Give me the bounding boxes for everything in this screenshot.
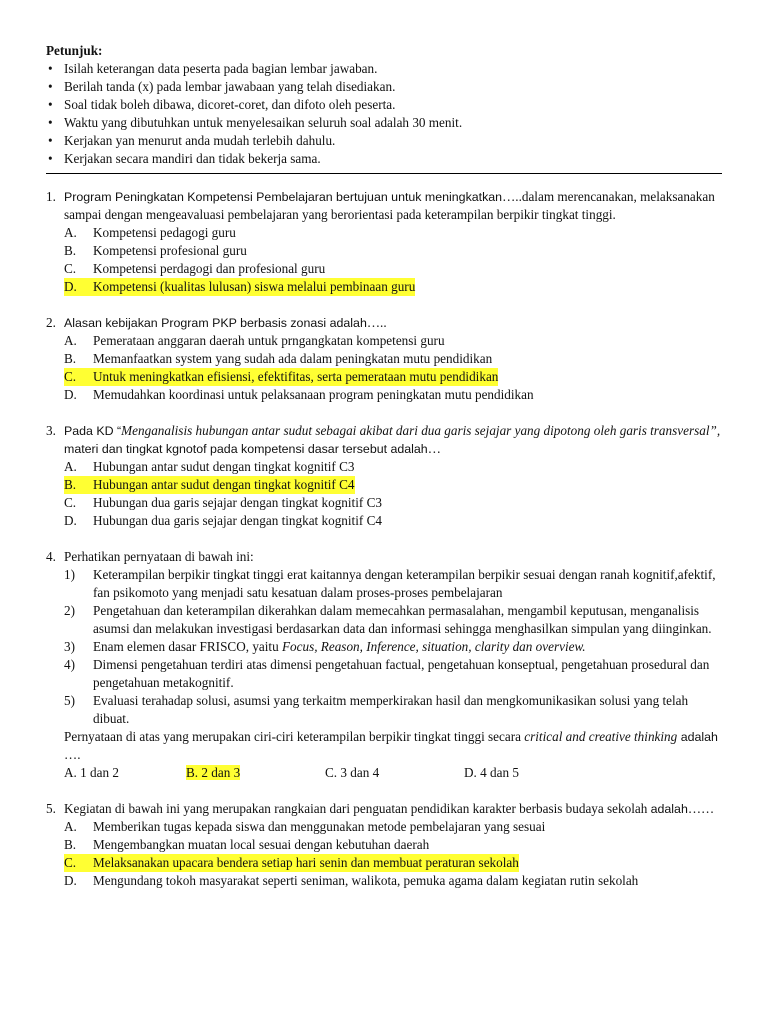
divider-line: [46, 173, 722, 174]
question-5: [46, 800, 722, 890]
question-stem: Perhatikan pernyataan di bawah ini:: [64, 549, 254, 564]
option-a: A. Kompetensi pedagogi guru: [64, 225, 236, 240]
statement-item: 5) Evaluasi terahadap solusi, asumsi yang terkaitm memperkirakan hasil dan mengkomunikasikan solusi yang telah dibuat.: [64, 693, 689, 726]
statement-item: 4) Dimensi pengetahuan terdiri atas dimensi pengetahuan factual, pengetahuan konseptual, pengetahuan prosedural dan pengetahuan metakognitif.: [64, 657, 710, 690]
option-a: A. Memberikan tugas kepada siswa dan menggunakan metode pembelajaran yang sesuai: [64, 819, 546, 834]
instructions-title: Petunjuk:: [46, 43, 103, 58]
statement-item: 3) Enam elemen dasar FRISCO, yaitu Focus, Reason, Inference, situation, clarity dan overview.: [64, 639, 586, 654]
option-d-highlighted-answer: D. Kompetensi (kualitas lulusan) siswa melalui pembinaan guru: [64, 279, 416, 294]
question-4-closing: Pernyataan di atas yang merupakan ciri-ciri keterampilan berpikir tingkat tinggi secara critical and creative thinking adalah ….: [64, 729, 718, 762]
question-stem: Pada KD “Menganalisis hubungan antar sudut sebagai akibat dari dua garis sejajar yang dipotong oleh garis transversal”, materi dan tingkat kgnotof pada kompetensi dasar tersebut adalah…: [64, 423, 721, 456]
inline-options: [64, 764, 722, 782]
instruction-item: • Kerjakan secara mandiri dan tidak bekerja sama.: [46, 150, 720, 168]
question-3: [46, 422, 722, 530]
instructions-list: [46, 60, 720, 168]
statement-item: 1) Keterampilan berpikir tingkat tinggi erat kaitannya dengan keterampilan berpikir sesuai dengan ranah kognitif,afektif, fan psikomoto yang menjadi satu kesatuan dalam proses-proses pembelajaran: [64, 567, 716, 600]
option-c: C. Kompetensi perdagogi dan profesional guru: [64, 261, 326, 276]
option-c-highlighted-answer: C. Untuk meningkatkan efisiensi, efektifitas, serta pemerataan mutu pendidikan: [64, 369, 499, 384]
option-b-highlighted-answer: B. 2 dan 3: [186, 765, 241, 780]
option-d: D. Mengundang tokoh masyarakat seperti seniman, walikota, pemuka agama dalam kegiatan rutin sekolah: [64, 873, 639, 888]
question-stem: Program Peningkatan Kompetensi Pembelajaran bertujuan untuk meningkatkan…..dalam merencanakan, melaksanakan sampai dengan mengeavaluasi pembelajaran yang berorientasi pada keterampilan berpikir tingkat tinggi.: [64, 189, 715, 222]
question-number: 2.: [46, 315, 56, 330]
option-a: A. Hubungan antar sudut dengan tingkat kognitif C3: [64, 459, 355, 474]
instruction-item: • Kerjakan yan menurut anda mudah terlebih dahulu.: [46, 132, 720, 150]
option-d: D. Memudahkan koordinasi untuk pelaksanaan program peningkatan mutu pendidikan: [64, 387, 534, 402]
option-c: C. 3 dan 4: [325, 765, 380, 780]
option-c-highlighted-answer: C. Melaksanakan upacara bendera setiap hari senin dan membuat peraturan sekolah: [64, 855, 519, 870]
question-1: [46, 188, 722, 296]
question-stem: Kegiatan di bawah ini yang merupakan rangkaian dari penguatan pendidikan karakter berbasis budaya sekolah adalah……: [64, 801, 715, 816]
option-b: B. Memanfaatkan system yang sudah ada dalam peningkatan mutu pendidikan: [64, 351, 493, 366]
option-b-highlighted-answer: B. Hubungan antar sudut dengan tingkat kognitif C4: [64, 477, 355, 492]
question-4: [46, 548, 722, 782]
option-a: A. 1 dan 2: [64, 765, 119, 780]
question-number: 5.: [46, 801, 56, 816]
option-b-wrapper: [186, 764, 325, 782]
questions-section: [46, 188, 722, 908]
question-stem: Alasan kebijakan Program PKP berbasis zonasi adalah…..: [64, 315, 387, 330]
question-number: 4.: [46, 549, 56, 564]
option-b: B. Kompetensi profesional guru: [64, 243, 247, 258]
instructions-section: [46, 42, 720, 168]
option-d: D. 4 dan 5: [464, 765, 519, 780]
statement-list: [64, 566, 722, 728]
instruction-item: • Waktu yang dibutuhkan untuk menyelesaikan seluruh soal adalah 30 menit.: [46, 114, 720, 132]
statement-item: 2) Pengetahuan dan keterampilan dikerahkan dalam memecahkan permasalahan, mengambil keputusan, menganalisis asumsi dan melakukan investigasi berdasarkan data dan informasi sehingga menghasilkan simpulan yang diinginkan.: [64, 603, 712, 636]
option-b: B. Mengembangkan muatan local sesuai dengan kebutuhan daerah: [64, 837, 430, 852]
instruction-item: • Isilah keterangan data peserta pada bagian lembar jawaban.: [46, 60, 720, 78]
question-number: 3.: [46, 423, 56, 438]
option-d: D. Hubungan dua garis sejajar dengan tingkat kognitif C4: [64, 513, 382, 528]
option-a: A. Pemerataan anggaran daerah untuk prngangkatan kompetensi guru: [64, 333, 445, 348]
option-c: C. Hubungan dua garis sejajar dengan tingkat kognitif C3: [64, 495, 382, 510]
question-2: [46, 314, 722, 404]
question-number: 1.: [46, 189, 56, 204]
instruction-item: • Berilah tanda (x) pada lembar jawabaan yang telah disediakan.: [46, 78, 720, 96]
instruction-item: • Soal tidak boleh dibawa, dicoret-coret, dan difoto oleh peserta.: [46, 96, 720, 114]
